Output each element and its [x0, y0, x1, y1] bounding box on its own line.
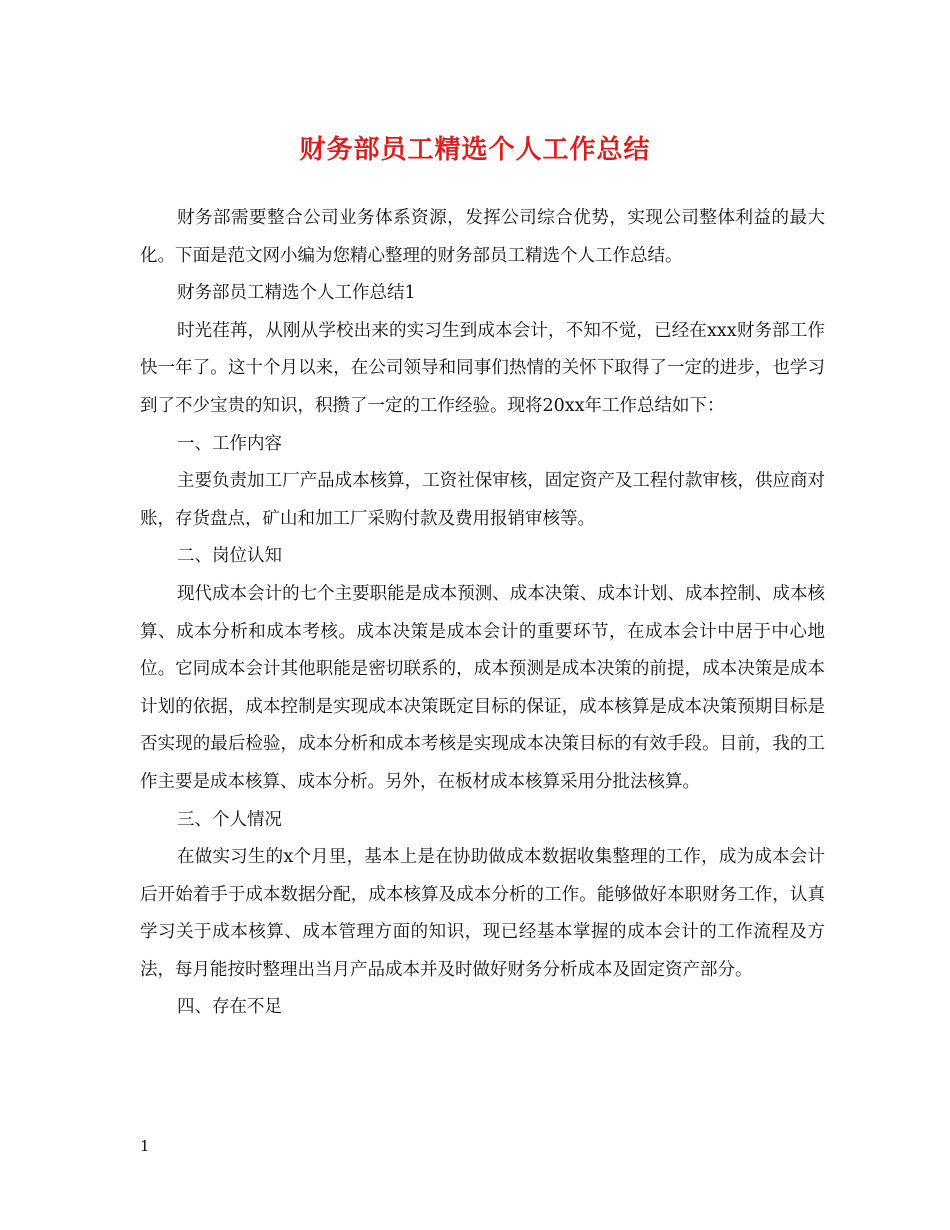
personal-situation-paragraph: 在做实习生的x个月里，基本上是在协助做成本数据收集整理的工作，成为成本会计后开始着手于成本数据分配，成本核算及成本分析的工作。能够做好本职财务工作，认真学习关于成本核算、成本管理方面的知识，现已经基本掌握的成本会计的工作流程及方法，每月能按时整理出当月产品成本并及时做好财务分析成本及固定资产部分。: [140, 847, 825, 980]
opening-paragraph: 时光荏苒，从刚从学校出来的实习生到成本会计，不知不觉，已经在xxx财务部工作快一年了。这十个月以来，在公司领导和同事们热情的关怀下取得了一定的进步，也学习到了不少宝贵的知识，积攒了一定的工作经验。现将20xx年工作总结如下：: [140, 320, 825, 416]
heading-personal-situation: 三、个人情况: [177, 809, 282, 830]
document-title: 财务部员工精选个人工作总结: [299, 135, 651, 165]
work-content-paragraph: 主要负责加工厂产品成本核算，工资社保审核，固定资产及工程付款审核，供应商对账，存货盘点，矿山和加工厂采购付款及费用报销审核等。: [140, 471, 825, 529]
document-body: [140, 200, 825, 1027]
heading-shortcomings: 四、存在不足: [177, 997, 282, 1018]
heading-work-content: 一、工作内容: [177, 433, 282, 454]
section-title-summary-1: 财务部员工精选个人工作总结1: [177, 283, 416, 304]
page-number: 1: [140, 1137, 150, 1155]
intro-paragraph: 财务部需要整合公司业务体系资源，发挥公司综合优势，实现公司整体利益的最大化。下面是范文网小编为您精心整理的财务部员工精选个人工作总结。: [140, 208, 825, 266]
role-understanding-paragraph: 现代成本会计的七个主要职能是成本预测、成本决策、成本计划、成本控制、成本核算、成本分析和成本考核。成本决策是成本会计的重要环节，在成本会计中居于中心地位。它同成本会计其他职能是密切联系的，成本预测是成本决策的前提，成本决策是成本计划的依据，成本控制是实现成本决策既定目标的保证，成本核算是成本决策预期目标是否实现的最后检验，成本分析和成本考核是实现成本决策目标的有效手段。目前，我的工作主要是成本核算、成本分析。另外，在板材成本核算采用分批法核算。: [140, 583, 825, 792]
heading-role-understanding: 二、岗位认知: [177, 546, 282, 567]
